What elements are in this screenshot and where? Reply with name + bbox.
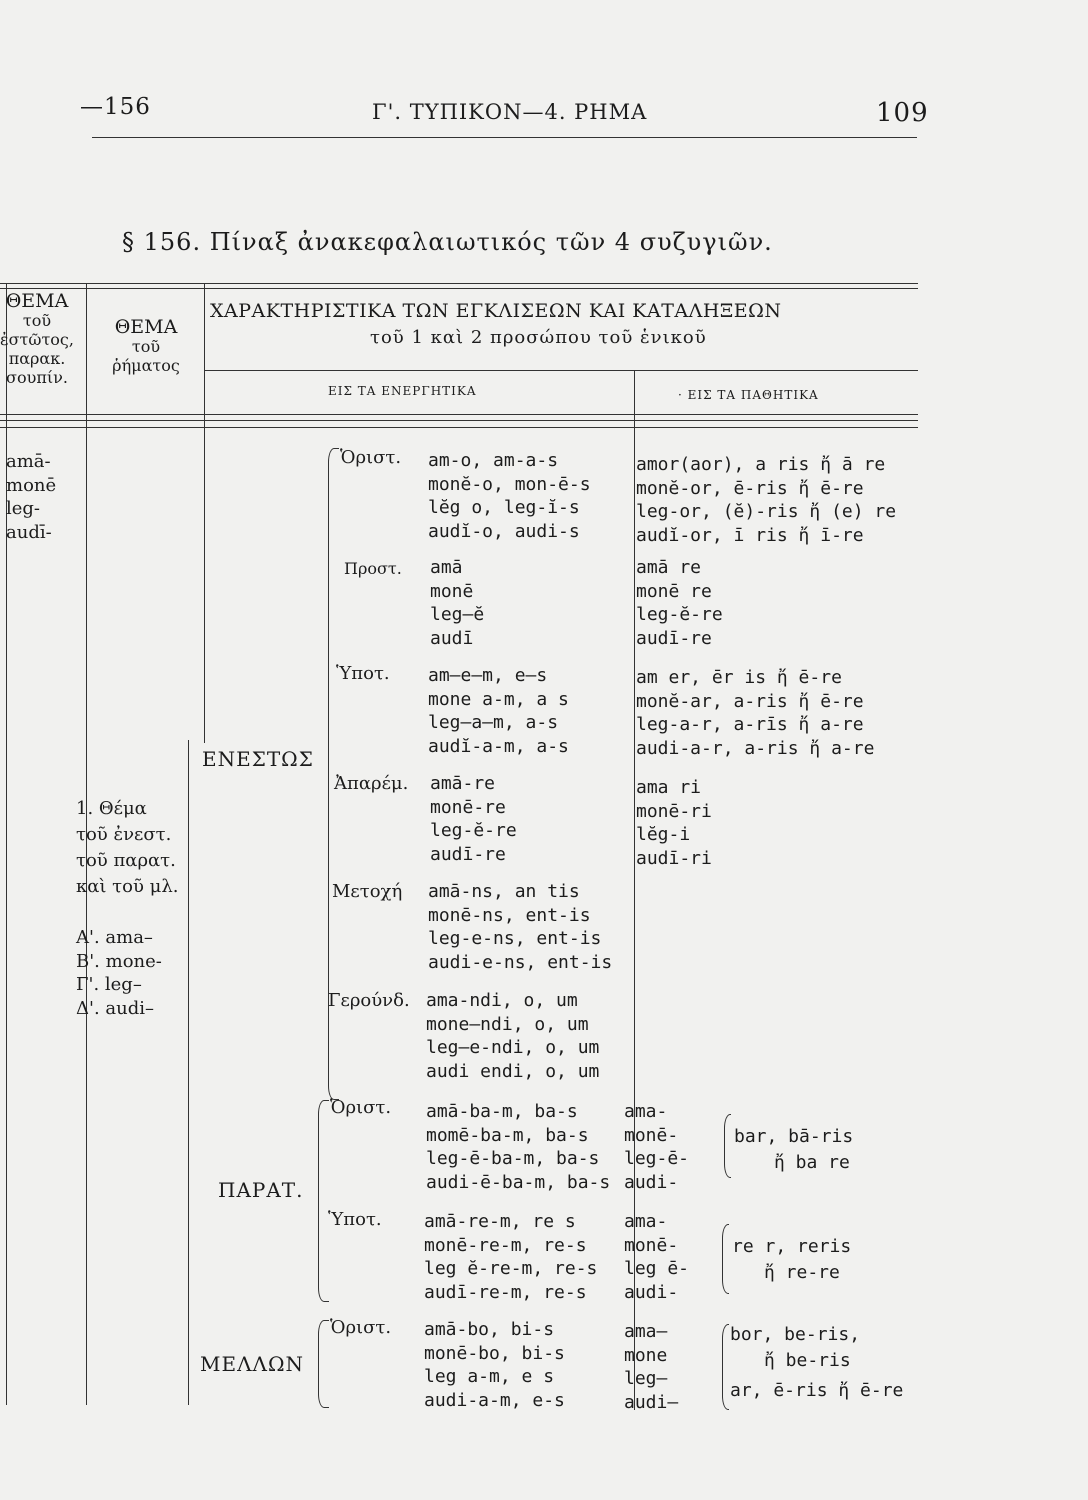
future-indicative-brace (722, 1324, 729, 1410)
table-top-rule-2 (0, 288, 918, 289)
mood-indicative-present: Ὁριστ. (340, 447, 402, 468)
present-infinitive-passive: ama ri monē-ri lĕg-i audī-ri (636, 777, 712, 869)
imperfect-subjunctive-passive-endings: re r, reris ἤ re-re (732, 1236, 852, 1283)
mood-participle: Μετοχή (332, 881, 403, 902)
imperfect-brace (318, 1100, 329, 1302)
active-header: ΕΙΣ ΤΑ ΕΝΕΡΓΗΤΙΚΑ (328, 384, 477, 398)
present-infinitive-active: amā-re monē-re leg-ĕ-re audī-re (430, 773, 517, 865)
mood-subjunctive-present: Ὑποτ. (336, 663, 390, 684)
present-indicative-passive: amor(aor), a ris ἤ ā re monĕ-or, ē-ris ἤ ē-re leg-or, (ĕ)-ris ἤ (e) re audĭ-or, ī ris ἤ ī-re (636, 454, 897, 546)
col3-header-line1: ΧΑΡΑΚΤΗΡΙΣΤΙΚΑ ΤΩΝ ΕΓΚΛΙΣΕΩΝ ΚΑΙ ΚΑΤΑΛΗΞΕΩΝ (210, 300, 782, 322)
present-participle-active: amā-ns, an tis monē-ns, ent-is leg-e-ns, ent-is audi-e-ns, ent-is (428, 881, 613, 973)
present-indicative-active: am-o, am-a-s monĕ-o, mon-ē-s lĕg o, leg-ĭ-s audĭ-o, audi-s (428, 450, 591, 542)
present-imperative-passive: amā re monē re leg-ĕ-re audī-re (636, 557, 723, 649)
tense-imperfect: ΠΑΡΑΤ. (218, 1178, 304, 1202)
col2-header: ΘΕΜΑ τοῦ ῥήματος (112, 316, 180, 375)
col2-note: 1. Θέμα τοῦ ἐνεστ. τοῦ παρατ. καὶ τοῦ μλ. (76, 798, 179, 897)
imperfect-indicative-passive-stems: ama- monē- leg-ē- audi- (624, 1101, 690, 1193)
tense-future: ΜΕΛΛΩΝ (200, 1352, 305, 1376)
mood-imperative: Προστ. (344, 559, 402, 578)
present-subjunctive-passive: am er, ēr is ἤ ē-re monĕ-ar, a-ris ἤ ē-re leg-a-r, a-rīs ἤ a-re audi-a-r, a-ris ἤ a-re (636, 667, 875, 759)
tense-present: ΕΝΕΣΤΩΣ (202, 747, 314, 771)
mood-indicative-future: Ὁριστ. (330, 1317, 392, 1338)
present-gerund-active: ama-ndi, o, um mone–ndi, o, um leg–e-ndi, o, um audi endi, o, um (426, 990, 600, 1082)
col1-stems (6, 450, 56, 544)
section-title: § 156. Πίναξ ἀνακεφαλαιωτικός τῶν 4 συζυγιῶν. (122, 228, 773, 256)
present-subjunctive-active: am–e–m, e–s mone a-m, a s leg–a–m, a-s audĭ-a-m, a-s (428, 665, 569, 757)
mood-infinitive: Ἀπαρέμ. (334, 773, 409, 794)
subheader-rule (205, 370, 918, 371)
mood-indicative-imperfect: Ὁριστ. (330, 1097, 392, 1118)
tense-column-rule (188, 740, 189, 1405)
future-brace (318, 1320, 329, 1408)
col3-header-line2: τοῦ 1 καὶ 2 προσώπου τοῦ ἑνικοῦ (370, 327, 707, 348)
col2-divider (204, 283, 205, 743)
imperfect-indicative-passive-endings: bar, bā-ris ἤ ba re (734, 1126, 854, 1173)
stem-legere: leg- (6, 498, 41, 519)
mood-gerund: Γερούνδ. (328, 990, 410, 1011)
stem-amare: amā- (6, 451, 51, 472)
left-reference: —156 (80, 94, 151, 120)
table-top-rule (0, 283, 918, 284)
page-number: 109 (876, 98, 929, 128)
head-rule (92, 137, 917, 138)
header-bottom-rule-2 (0, 420, 918, 421)
imperfect-indicative-brace (724, 1114, 731, 1178)
future-indicative-passive-endings: bor, be-ris, ἤ be-ris ar, ē-ris ἤ ē-re (730, 1324, 904, 1401)
running-title: Γ'. ΤΥΠΙΚΟΝ—4. ΡΗΜΑ (372, 100, 648, 124)
imperfect-subjunctive-passive-stems: ama- monē- leg ē- audi- (624, 1211, 690, 1303)
header-bottom-rule (0, 414, 918, 415)
header-bottom-rule-3 (0, 427, 918, 428)
mood-subjunctive-imperfect: Ὑποτ. (328, 1209, 382, 1230)
future-indicative-active: amā-bo, bi-s monē-bo, bi-s leg a-m, e s audi-a-m, e-s (424, 1319, 565, 1411)
future-indicative-passive-stems: ama– mone leg– audi– (624, 1321, 679, 1413)
stem-audire: audī- (6, 521, 52, 543)
imperfect-subjunctive-active: amā-re-m, re s monē-re-m, re-s leg ĕ-re-m, re-s audī-re-m, re-s (424, 1211, 598, 1303)
col1-header: ΘΕΜΑ τοῦ ἐστῶτος, παρακ. σουπίν. (0, 290, 74, 387)
col2-stems: Α'. ama– Β'. mone- Γ'. leg– Δ'. audi– (76, 927, 162, 1019)
passive-header: · ΕΙΣ ΤΑ ΠΑΘΗΤΙΚΑ (678, 388, 819, 402)
stem-monere: monē (6, 474, 57, 496)
present-imperative-active: amā monē leg–ĕ audī (430, 557, 485, 649)
imperfect-subjunctive-brace (722, 1224, 729, 1294)
imperfect-indicative-active: amā-ba-m, ba-s momē-ba-m, ba-s leg-ē-ba-m, ba-s audi-ē-ba-m, ba-s (426, 1101, 611, 1193)
